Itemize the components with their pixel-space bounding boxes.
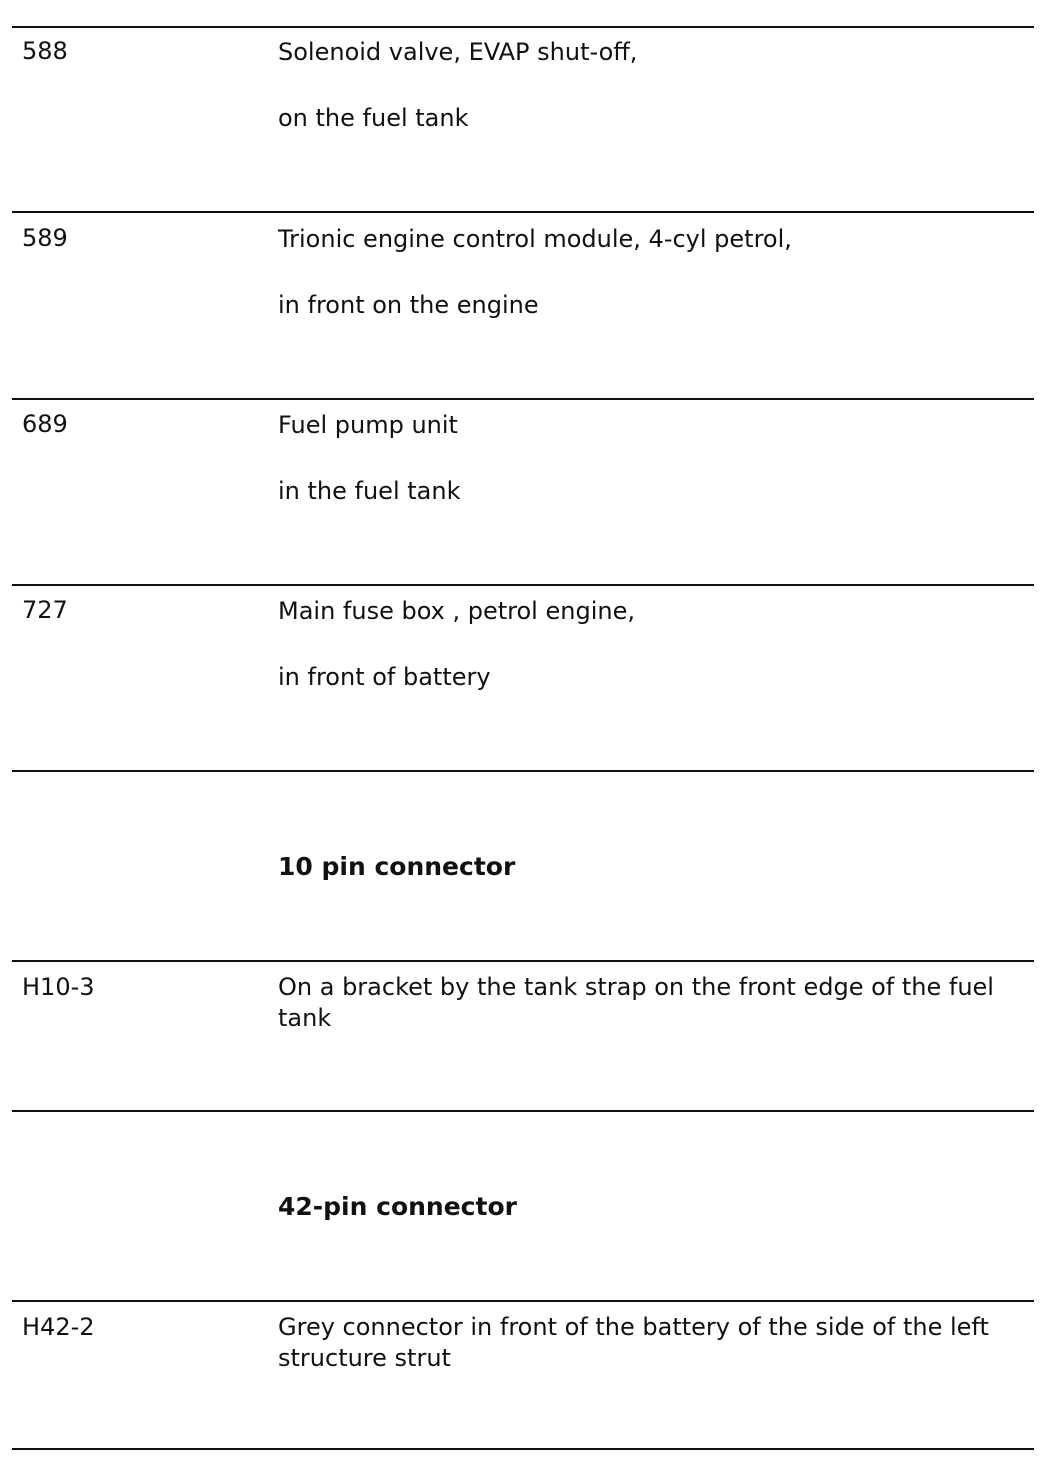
section-heading-10-pin: 10 pin connector <box>278 852 516 881</box>
component-location: on the fuel tank <box>278 104 469 132</box>
connector-code: H10-3 <box>22 973 95 1001</box>
component-location: in front on the engine <box>278 291 539 319</box>
connector-location: On a bracket by the tank strap on the front edge of the fuel tank <box>278 973 994 1032</box>
component-description-line1: Fuel pump unit <box>278 411 458 439</box>
component-location: in front of battery <box>278 663 491 691</box>
component-code: 689 <box>22 410 68 438</box>
table-divider <box>12 1300 1034 1302</box>
component-location: in the fuel tank <box>278 477 461 505</box>
table-divider <box>12 398 1034 400</box>
component-code: 589 <box>22 224 68 252</box>
component-description-line1: Main fuse box , petrol engine, <box>278 597 635 625</box>
table-divider <box>12 960 1034 962</box>
table-divider <box>12 1448 1034 1450</box>
component-description-line1: Trionic engine control module, 4-cyl petrol, <box>278 225 792 253</box>
component-code: 727 <box>22 596 68 624</box>
table-divider <box>12 1110 1034 1112</box>
section-heading-42-pin: 42-pin connector <box>278 1192 517 1221</box>
connector-location: Grey connector in front of the battery of the side of the left structure strut <box>278 1313 989 1372</box>
component-description-line1: Solenoid valve, EVAP shut-off, <box>278 38 638 66</box>
table-divider <box>12 584 1034 586</box>
table-divider <box>12 770 1034 772</box>
component-code: 588 <box>22 37 68 65</box>
table-divider <box>12 26 1034 28</box>
connector-code: H42-2 <box>22 1313 95 1341</box>
table-divider <box>12 211 1034 213</box>
